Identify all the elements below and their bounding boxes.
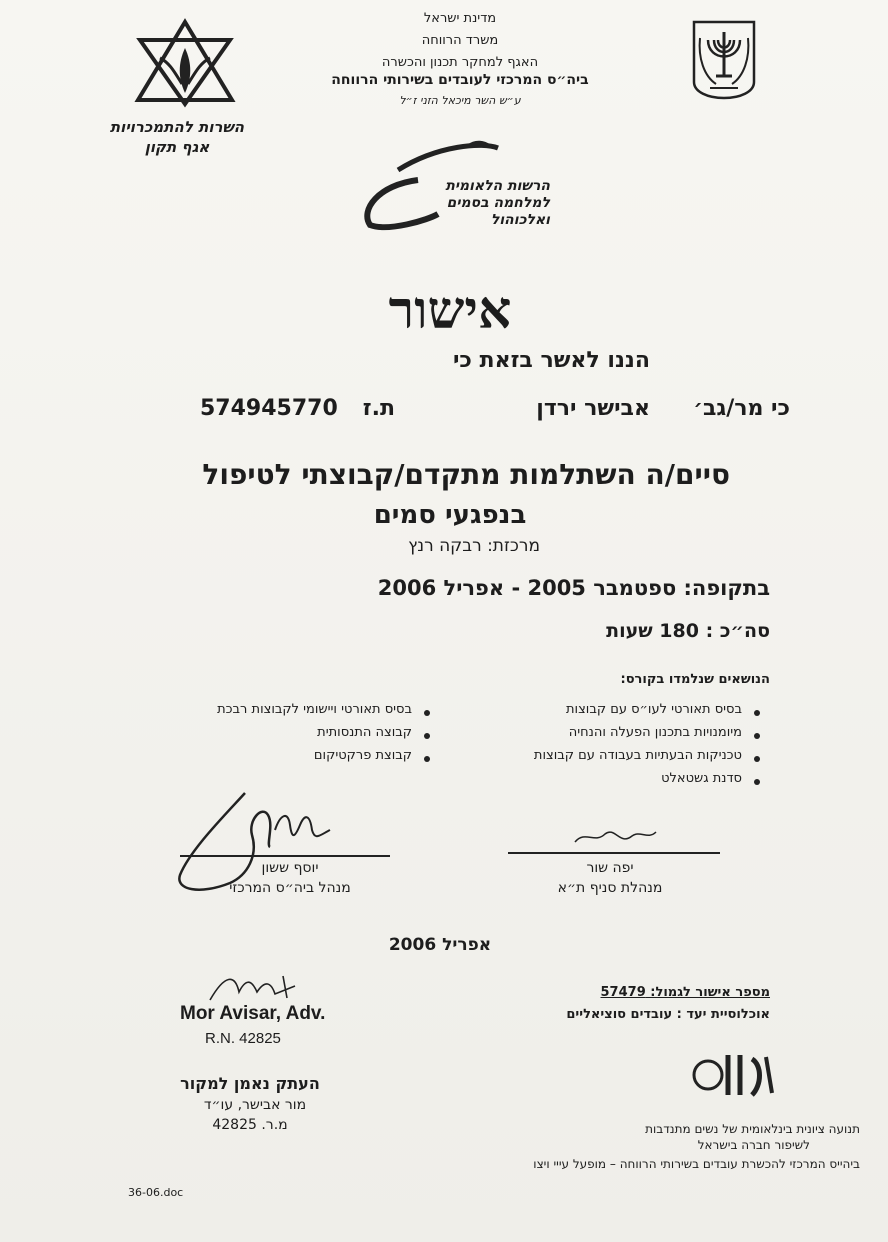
certificate-title: אישור: [388, 280, 512, 341]
left-signer-title: מנהל ביה״ס המרכזי: [229, 880, 351, 896]
id-number: 574945770: [200, 396, 338, 421]
bullet-icon: [424, 733, 430, 739]
bullet-icon: [424, 756, 430, 762]
prison-service-logo: [130, 18, 240, 108]
notary-rn-en: R.N. 42825: [205, 1030, 281, 1047]
header-school: ביה״ס המרכזי לעובדים בשירותי הרווחה: [331, 72, 589, 88]
course-line2: בנפגעי סמים: [373, 500, 527, 530]
header-ministry: משרד הרווחה: [421, 33, 499, 48]
right-signature-scribble: [570, 822, 660, 852]
approval-target: אוכלוסיית יעד : עובדים סוציאליים: [566, 1007, 770, 1022]
topic-left-1: בסיס תאורטי ויישומי לקבוצות רבכת: [217, 702, 412, 717]
course-hours: סה״כ : 180 שעות: [606, 620, 770, 642]
left-org-line2: אגף תקון: [144, 138, 210, 156]
footer-bottom-line: ביהייס המרכזי להכשרת עובדים בשירותי הרווחה – מופעל עייי ויצו: [533, 1157, 860, 1171]
state-emblem: [690, 18, 758, 100]
bullet-icon: [424, 710, 430, 716]
person-prefix: כי מר/גב׳: [693, 396, 790, 421]
right-signer-name: יפה שור: [586, 860, 634, 876]
footer-org-line2: לשיפור חברה בישראל: [697, 1138, 810, 1152]
course-period: בתקופה: ספטמבר 2005 - אפריל 2006: [377, 576, 770, 600]
topic-right-4: סדנת גשטאלט: [661, 771, 742, 786]
notary-name-heb: מור אבישר, עו״ד: [203, 1097, 307, 1113]
bullet-icon: [754, 756, 760, 762]
file-code: 36-06.doc: [128, 1186, 184, 1199]
footer-org-line1: תנועה ציונית בינלאומית של נשים מתנדבות: [645, 1122, 860, 1136]
course-coordinator: מרכזת: רבקה רנץ: [408, 536, 540, 556]
topic-right-2: מיומנויות בתכנון הפעלה והנחיה: [568, 725, 742, 740]
bullet-icon: [754, 710, 760, 716]
topic-left-3: קבוצת פרקטיקום: [313, 748, 412, 763]
right-signer-title: מנהלת סניף ת״א: [557, 880, 663, 896]
id-label: ת.ז: [362, 396, 395, 421]
notary-copy-heb: העתק נאמן למקור: [180, 1074, 320, 1093]
left-signer-name: יוסף ששון: [261, 860, 319, 876]
logo-text-3: ואלכוהול: [490, 212, 550, 228]
notary-rn-heb: מ.ר. 42825: [212, 1117, 288, 1133]
right-signature-line: [508, 852, 720, 854]
logo-text-2: למלחמה בסמים: [446, 195, 550, 211]
person-name: אבישר ירדן: [536, 396, 650, 421]
bullet-icon: [754, 733, 760, 739]
bullet-icon: [754, 779, 760, 785]
header-division: האגף למחקר תכנון והכשרה: [381, 55, 539, 70]
topic-right-1: בסיס תאורטי לעו״ס עם קבוצות: [565, 702, 742, 717]
topic-right-3: טכניקות הבעתיות בעבודה עם קבוצות: [533, 748, 742, 763]
left-signature-line: [180, 855, 390, 857]
course-line1: סיים/ה השתלמות מתקדם/קבוצתי לטיפול: [202, 458, 730, 491]
topic-left-2: קבוצה התנסותית: [317, 725, 412, 740]
wizo-logo: [688, 1045, 778, 1105]
header-state: מדינת ישראל: [423, 11, 497, 26]
logo-text-1: הרשות הלאומית: [445, 178, 550, 194]
notary-name-en: Mor Avisar, Adv.: [180, 1003, 326, 1024]
left-org-line1: השרות להתמכרויות: [109, 118, 245, 136]
approval-number: מספר אישור לגמול: 57479: [600, 985, 770, 1000]
topics-heading: הנושאים שנלמדו בקורס:: [620, 672, 770, 687]
header-memorial: ע״ש השר מיכאל הזני ז״ל: [399, 94, 521, 107]
notary-signature-scribble: [205, 970, 315, 1004]
issue-date: אפריל 2006: [388, 935, 492, 955]
intro-text: הננו לאשר בזאת כי: [452, 348, 650, 373]
